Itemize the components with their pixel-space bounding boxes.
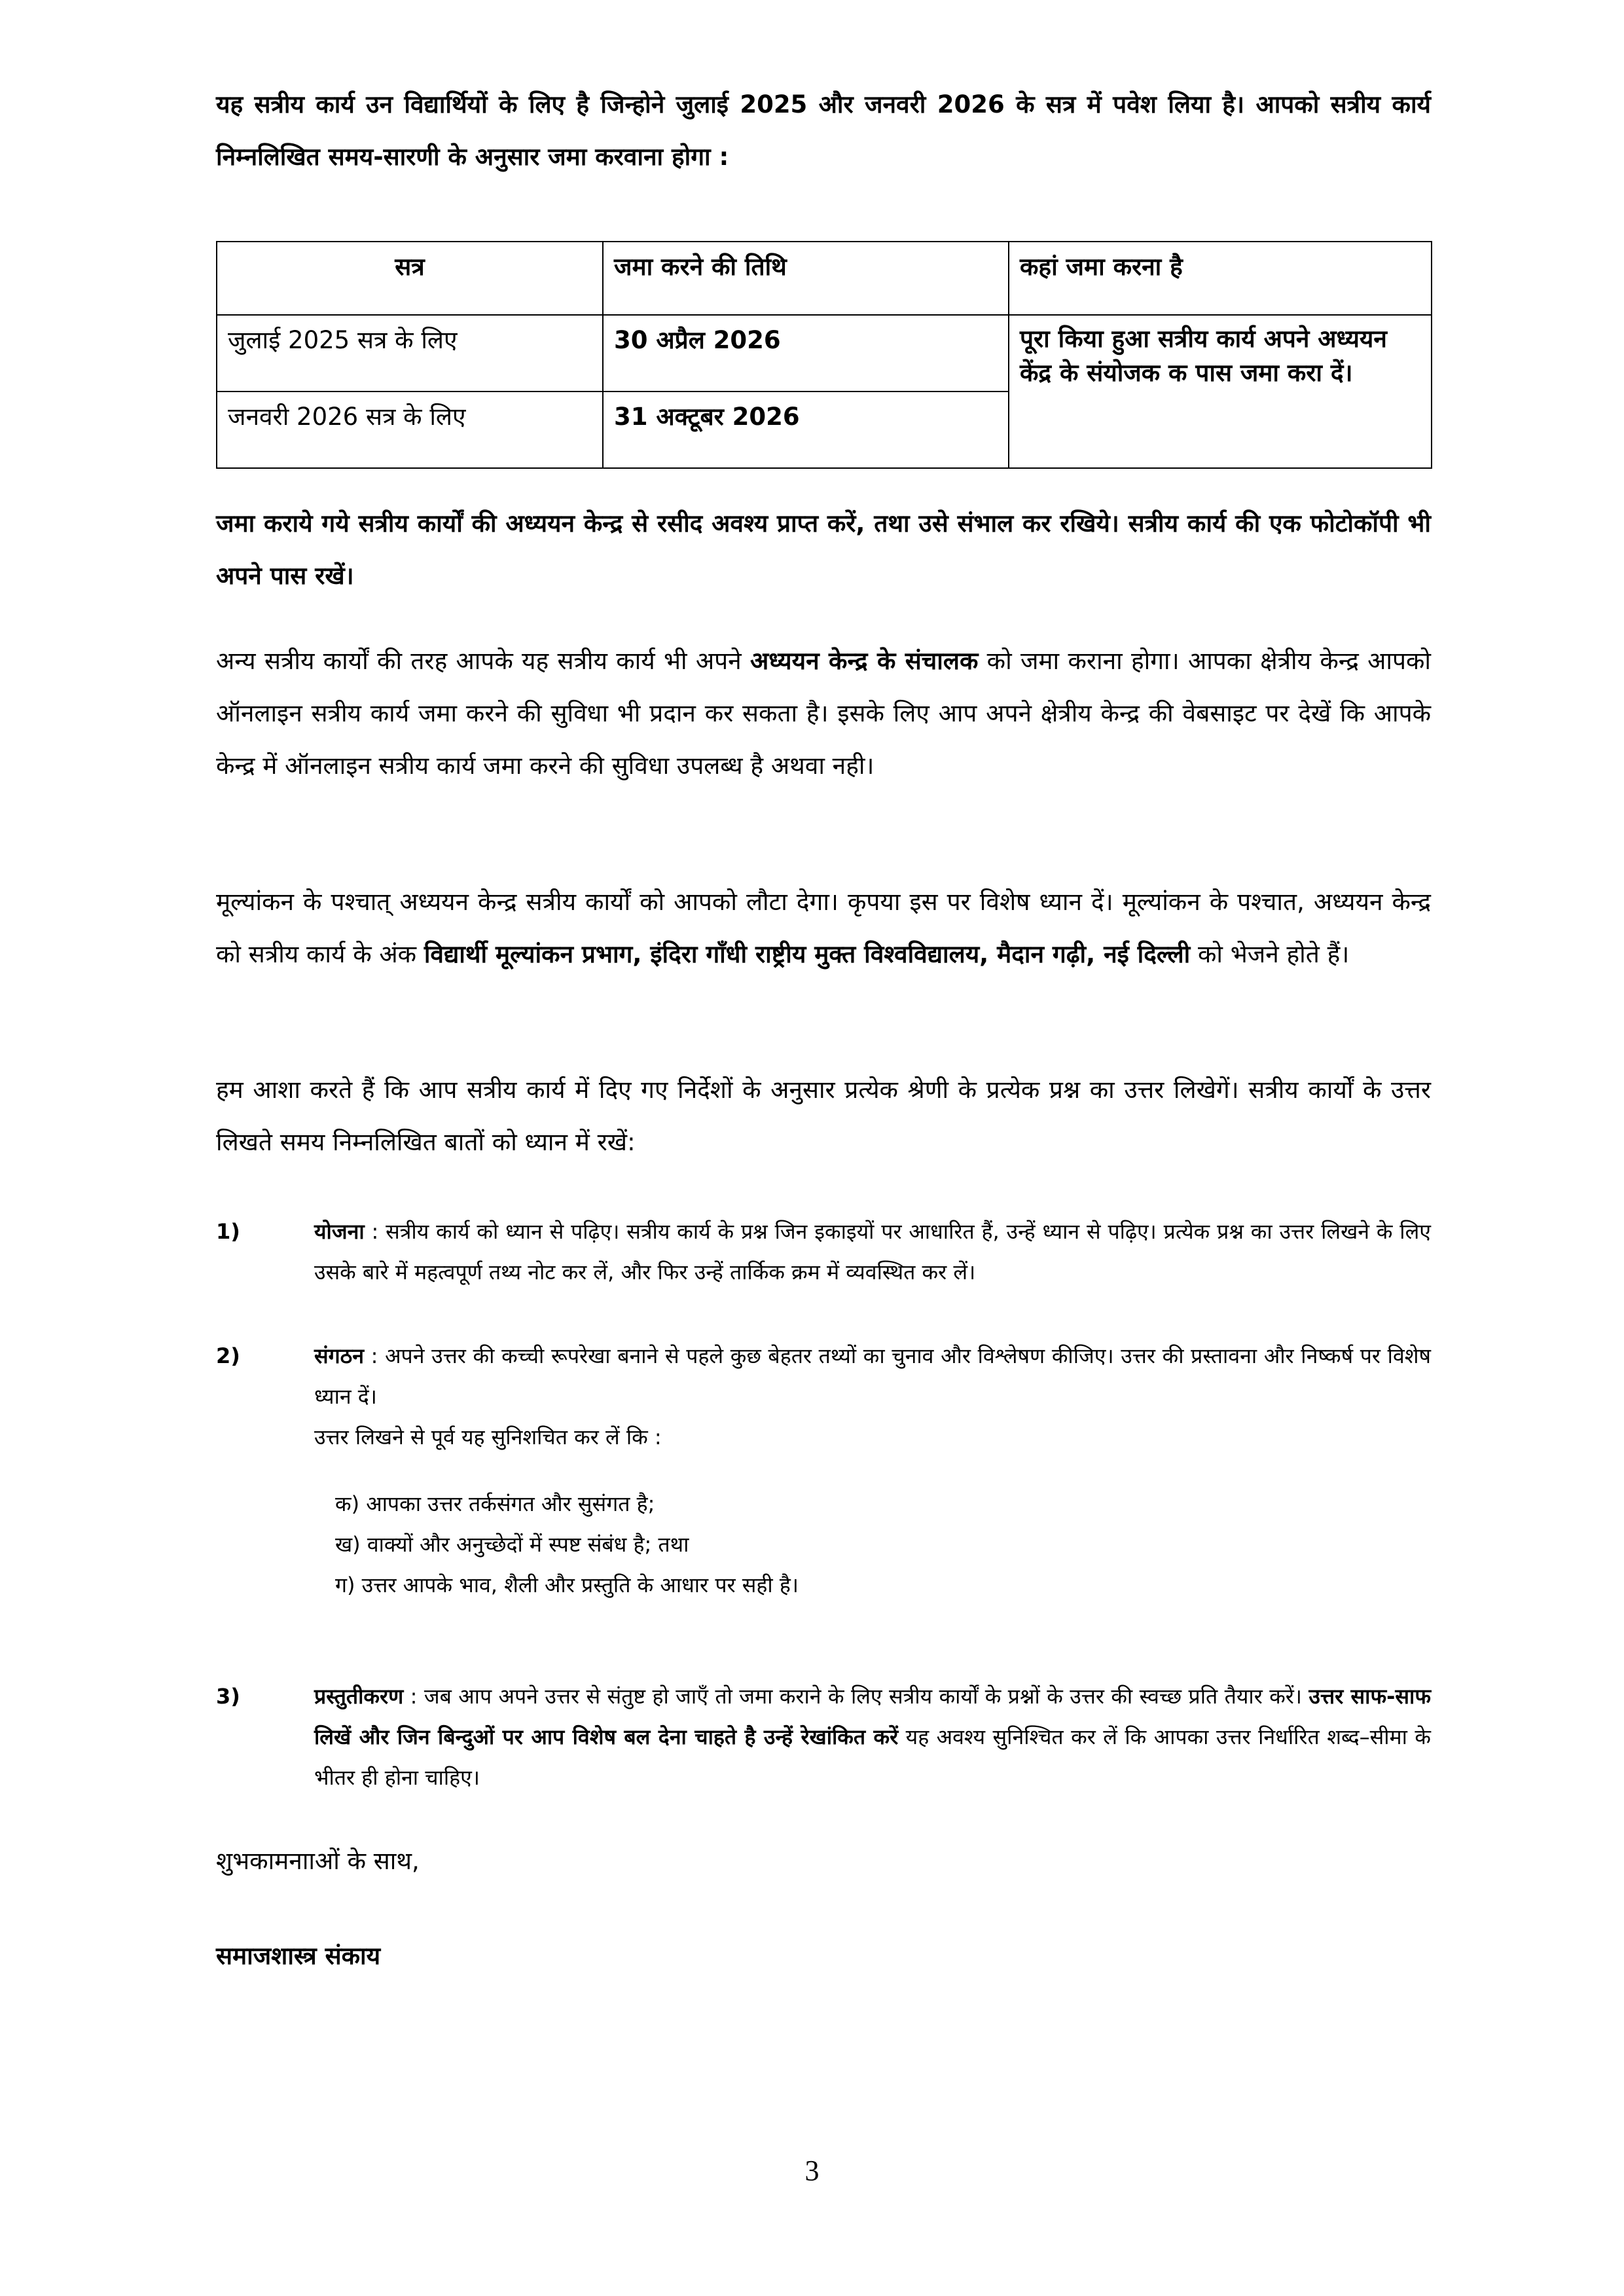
item-text: : अपने उत्तर की कच्ची रूपरेखा बनाने से पहले कुछ बेहतर तथ्यों का चुनाव और विश्लेषण कीजिए। उत्तर की प्रस्तावना और निष्कर्ष पर विशेष ध्यान दें। <box>314 1343 1431 1409</box>
list-item <box>216 1211 1431 1292</box>
evaluation-text-1: मूल्यांकन के पश्चात् अध्ययन केन्द्र सत्रीय कार्यों को आपको लौटा देगा। कृपया इस पर विशेष ध्यान दें। मूल्यांकन के पश्चात, अध्ययन केन्द्र को सत्रीय कार्य के अंक <box>216 888 1431 968</box>
submission-schedule-table <box>216 241 1432 469</box>
online-text-1: अन्य सत्रीय कार्यों की तरह आपके यह सत्रीय कार्य भी अपने <box>216 647 750 675</box>
item-number: 2) <box>216 1343 240 1368</box>
online-bold-text: अध्ययन केन्द्र के संचालक <box>750 647 979 675</box>
item-number: 3) <box>216 1684 240 1709</box>
header-where: कहां जमा करना है <box>1009 242 1432 315</box>
faculty-signature: समाजशास्त्र संकाय <box>216 1942 381 1970</box>
item-text: : जब आप अपने उत्तर से संतुष्ट हो जाएँ तो जमा कराने के लिए सत्रीय कार्यों के प्रश्नों के उत्तर की स्वच्छ प्रति तैयार करें। <box>403 1684 1309 1709</box>
evaluation-text-2: को भेजने होते हैं। <box>1190 940 1350 968</box>
table-row <box>217 315 1432 392</box>
header-date: जमा करने की तिथि <box>603 242 1009 315</box>
evaluation-bold-text: विद्यार्थी मूल्यांकन प्रभाग, इंदिरा गाँधी राष्ट्रीय मुक्त विश्वविद्यालय, मैदान गढ़ी, नई दिल्ली <box>424 940 1191 968</box>
receipt-paragraph: जमा कराये गये सत्रीय कार्यों की अध्ययन केन्द्र से रसीद अवश्य प्राप्त करें, तथा उसे संभाल कर रखिये। सत्रीय कार्य की एक फोटोकॉपी भी अपने पास रखें। <box>216 509 1431 590</box>
item-title: संगठन <box>314 1343 365 1368</box>
sub-point: ख) वाक्यों और अनुच्छेदों में स्पष्ट संबंध है; तथा <box>335 1532 689 1557</box>
instructions-intro-paragraph: हम आशा करते हैं कि आप सत्रीय कार्य में दिए गए निर्देशों के अनुसार प्रत्येक श्रेणी के प्रत्येक प्रश्न का उत्तर लिखेगें। सत्रीय कार्यों के उत्तर लिखते समय निम्नलिखित बातों को ध्यान में रखें: <box>216 1076 1431 1156</box>
closing-line: शुभकामनााओं के साथ, <box>216 1847 420 1875</box>
sub-point: क) आपका उत्तर तर्कसंगत और सुसंगत है; <box>335 1491 655 1516</box>
intro-paragraph: यह सत्रीय कार्य उन विद्यार्थियों के लिए है जिन्होने जुलाई 2025 और जनवरी 2026 के सत्र में पवेश लिया है। आपको सत्रीय कार्य निम्नलिखित समय-सारणी के अनुसार जमा करवाना होगा : <box>216 90 1431 171</box>
item-text-2: यह अवश्य सुनिश्चित कर लें कि आपका उत्तर निर्धारित शब्द–सीमा के भीतर ही होना चाहिए। <box>314 1724 1431 1790</box>
header-session: सत्र <box>217 242 603 315</box>
session-cell: जनवरी 2026 सत्र के लिए <box>217 392 603 468</box>
item-title: योजना <box>314 1219 365 1244</box>
item-bold-text: उत्तर साफ-साफ लिखें और जिन बिन्दुओं पर आप विशेष बल देना चाहते है उन्हें रेखांकित करें <box>314 1684 1432 1749</box>
item-title: प्रस्तुतीकरण <box>314 1684 404 1709</box>
item-body <box>314 1336 1431 1605</box>
date-cell: 30 अप्रैल 2026 <box>603 315 1009 392</box>
date-cell: 31 अक्टूबर 2026 <box>603 392 1009 468</box>
item-body <box>314 1676 1431 1798</box>
online-submission-paragraph <box>216 635 1431 792</box>
session-cell: जुलाई 2025 सत्र के लिए <box>217 315 603 392</box>
item-text-line2: उत्तर लिखने से पूर्व यह सुनिशचित कर लें कि : <box>314 1425 662 1449</box>
item-body <box>314 1211 1431 1292</box>
where-cell: पूरा किया हुआ सत्रीय कार्य अपने अध्ययन केंद्र के संयोजक क पास जमा करा दें। <box>1009 315 1432 468</box>
page-number: 3 <box>804 2155 820 2187</box>
evaluation-paragraph <box>216 876 1431 981</box>
item-text: : सत्रीय कार्य को ध्यान से पढ़िए। सत्रीय कार्य के प्रश्न जिन इकाइयों पर आधारित हैं, उन्हें ध्यान से पढ़िए। प्रत्येक प्रश्न का उत्तर लिखने के लिए उसके बारे में महत्वपूर्ण तथ्य नोट कर लें, और फिर उन्हें तार्किक क्रम में व्यवस्थित कर लें। <box>314 1219 1431 1285</box>
item-number: 1) <box>216 1219 240 1244</box>
list-item <box>216 1676 1431 1798</box>
list-item <box>216 1336 1431 1605</box>
sub-point: ग) उत्तर आपके भाव, शैली और प्रस्तुति के आधार पर सही है। <box>335 1573 799 1597</box>
table-header-row <box>217 242 1432 315</box>
online-text-2: को जमा कराना होगा। आपका क्षेत्रीय केन्द्र आपको ऑनलाइन सत्रीय कार्य जमा करने की सुविधा भी प्रदान कर सकता है। इसके लिए आप अपने क्षेत्रीय केन्द्र की वेबसाइट पर देखें कि आपके केन्द्र में ऑनलाइन सत्रीय कार्य जमा करने की सुविधा उपलब्ध है अथवा नही। <box>216 647 1431 780</box>
